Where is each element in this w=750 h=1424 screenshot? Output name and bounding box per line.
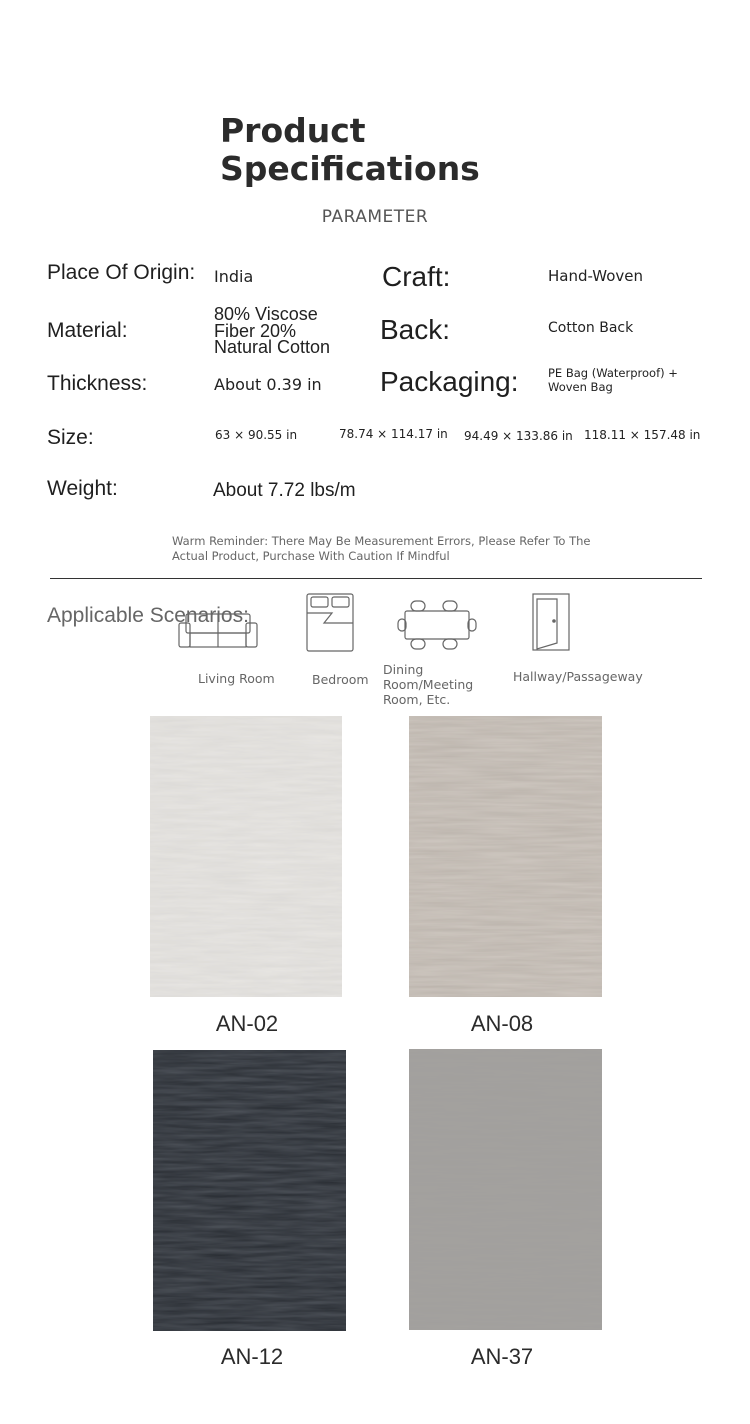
rug-image-an-37[interactable]: [409, 1049, 602, 1330]
scenario-bedroom-label: Bedroom: [312, 672, 369, 687]
size-label: Size:: [47, 426, 94, 449]
packaging-value: PE Bag (Waterproof) + Woven Bag: [548, 366, 678, 394]
scenario-living-room-label: Living Room: [198, 671, 275, 686]
size-option-3: 94.49 × 133.86 in: [464, 429, 573, 443]
product-code-an-02: AN-02: [215, 1011, 279, 1036]
material-value: 80% Viscose Fiber 20% Natural Cotton: [214, 304, 331, 357]
packaging-label: Packaging:: [380, 366, 519, 397]
thickness-label: Thickness:: [47, 372, 148, 395]
scenario-hallway-label: Hallway/Passageway: [513, 669, 643, 684]
dining-table-icon: [397, 600, 477, 650]
origin-value: India: [214, 267, 254, 286]
page-subtitle: PARAMETER: [321, 207, 429, 227]
scenarios-title: Applicable Scenarios:: [47, 604, 249, 627]
door-icon: [532, 593, 570, 651]
section-divider: [50, 578, 702, 579]
bed-icon: [306, 593, 354, 653]
product-code-an-37: AN-37: [470, 1344, 534, 1369]
back-label: Back:: [380, 314, 451, 345]
size-option-1: 63 × 90.55 in: [215, 428, 298, 442]
size-option-2: 78.74 × 114.17 in: [339, 427, 448, 441]
rug-image-an-08[interactable]: [409, 716, 602, 997]
product-code-an-12: AN-12: [220, 1344, 284, 1369]
craft-label: Craft:: [382, 261, 451, 292]
craft-value: Hand-Woven: [548, 267, 644, 285]
weight-value: About 7.72 lbs/m: [213, 480, 356, 501]
thickness-value: About 0.39 in: [214, 375, 322, 394]
size-option-4: 118.11 × 157.48 in: [584, 428, 701, 442]
material-label: Material:: [47, 319, 128, 342]
weight-label: Weight:: [47, 477, 118, 500]
rug-image-an-12[interactable]: [153, 1050, 346, 1331]
warm-reminder: Warm Reminder: There May Be Measurement Errors, Please Refer To The Actual Product, Purchase With Caution If Mindful: [172, 534, 591, 563]
page-title: Product Specifications: [220, 111, 480, 188]
back-value: Cotton Back: [548, 320, 634, 336]
origin-label: Place Of Origin:: [47, 261, 196, 284]
scenario-dining-label: Dining Room/Meeting Room, Etc.: [383, 662, 474, 707]
product-code-an-08: AN-08: [470, 1011, 534, 1036]
rug-image-an-02[interactable]: [150, 716, 342, 997]
